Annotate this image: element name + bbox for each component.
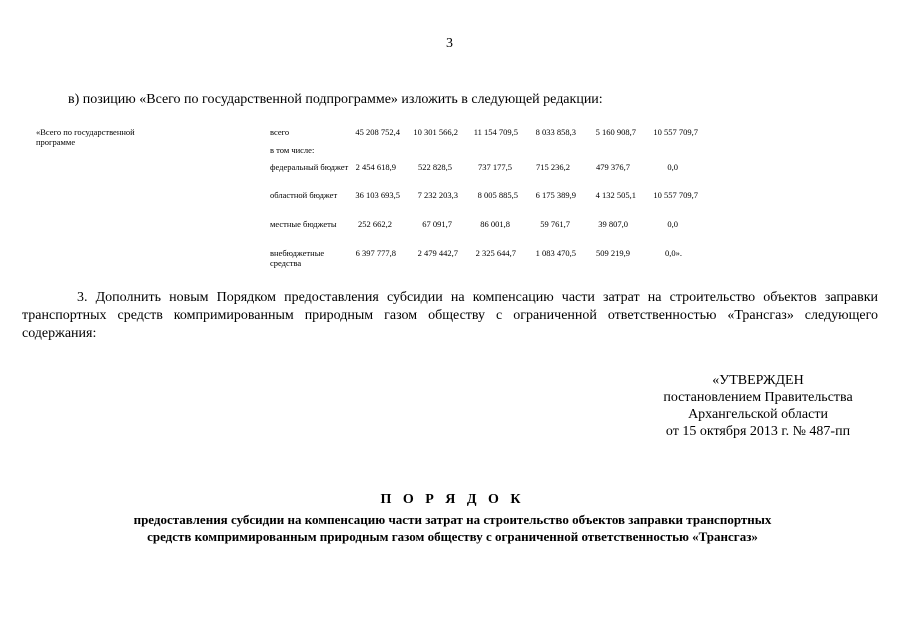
- approval-line: постановлением Правительства: [663, 390, 853, 405]
- table-cell: 0,0».: [665, 248, 682, 258]
- table-cell: 59 761,7: [540, 219, 570, 229]
- table-cell: 86 001,8: [480, 219, 510, 229]
- table-row-label: федеральный бюджет: [270, 162, 349, 172]
- approval-block: [640, 372, 876, 440]
- table-cell: 8 005 885,5: [477, 190, 518, 200]
- table-cell: 10 301 566,2: [413, 127, 458, 137]
- table-cell: 39 807,0: [598, 219, 628, 229]
- table-cell: 8 033 858,3: [535, 127, 576, 137]
- table-cell: 1 083 470,5: [535, 248, 576, 258]
- table-cell: 45 208 752,4: [355, 127, 400, 137]
- table-cell: 67 091,7: [422, 219, 452, 229]
- table-row-label: всего: [270, 127, 290, 137]
- table-cell: 11 154 709,5: [473, 127, 518, 137]
- table-cell: 2 454 618,9: [355, 162, 396, 172]
- order-subtitle-line: предоставления субсидии на компенсацию части затрат на строительство объектов заправки транспортных: [133, 512, 772, 527]
- order-subtitle: [0, 511, 905, 545]
- table-row-label: местные бюджеты: [270, 219, 337, 229]
- page-number: 3: [446, 36, 453, 51]
- approval-line: «УТВЕРЖДЕН: [712, 373, 804, 388]
- table-cell: 4 132 505,1: [595, 190, 636, 200]
- table-cell: 10 557 709,7: [653, 127, 698, 137]
- approval-line: от 15 октября 2013 г. № 487-пп: [665, 424, 851, 439]
- approval-line: Архангельской области: [688, 407, 828, 422]
- table-row-label: в том числе:: [270, 145, 315, 155]
- table-position-label: «Всего по государственной программе: [36, 127, 135, 147]
- table-cell: 36 103 693,5: [355, 190, 400, 200]
- table-cell: 2 325 644,7: [475, 248, 516, 258]
- table-cell: 10 557 709,7: [653, 190, 698, 200]
- table-cell: 2 479 442,7: [417, 248, 458, 258]
- paragraph-3: 3. Дополнить новым Порядком предоставления субсидии на компенсацию части затрат на строительство объектов заправки транспортных средств компримированным природным газом обществу с ограниченной ответственностью «Трансгаз» следующего содержания:: [22, 290, 878, 341]
- table-row-label: областной бюджет: [270, 190, 338, 200]
- table-cell: 715 236,2: [536, 162, 570, 172]
- table-cell: 6 397 777,8: [355, 248, 396, 258]
- table-cell: 7 232 203,3: [417, 190, 458, 200]
- order-subtitle-line: средств компримированным природным газом обществу с ограниченной ответственностью «Трансгаз»: [147, 529, 758, 544]
- table-cell: 0,0: [667, 219, 678, 229]
- table-row-label: внебюджетные средства: [270, 248, 325, 268]
- table-cell: 522 828,5: [418, 162, 452, 172]
- table-cell: 479 376,7: [596, 162, 630, 172]
- order-title: П О Р Я Д О К: [380, 492, 525, 507]
- table-cell: 6 175 389,9: [535, 190, 576, 200]
- table-cell: 252 662,2: [358, 219, 392, 229]
- table-cell: 5 160 908,7: [595, 127, 636, 137]
- table-cell: 509 219,9: [596, 248, 630, 258]
- intro-paragraph: в) позицию «Всего по государственной подпрограмме» изложить в следующей редакции:: [68, 92, 603, 107]
- table-cell: 737 177,5: [478, 162, 512, 172]
- table-cell: 0,0: [667, 162, 678, 172]
